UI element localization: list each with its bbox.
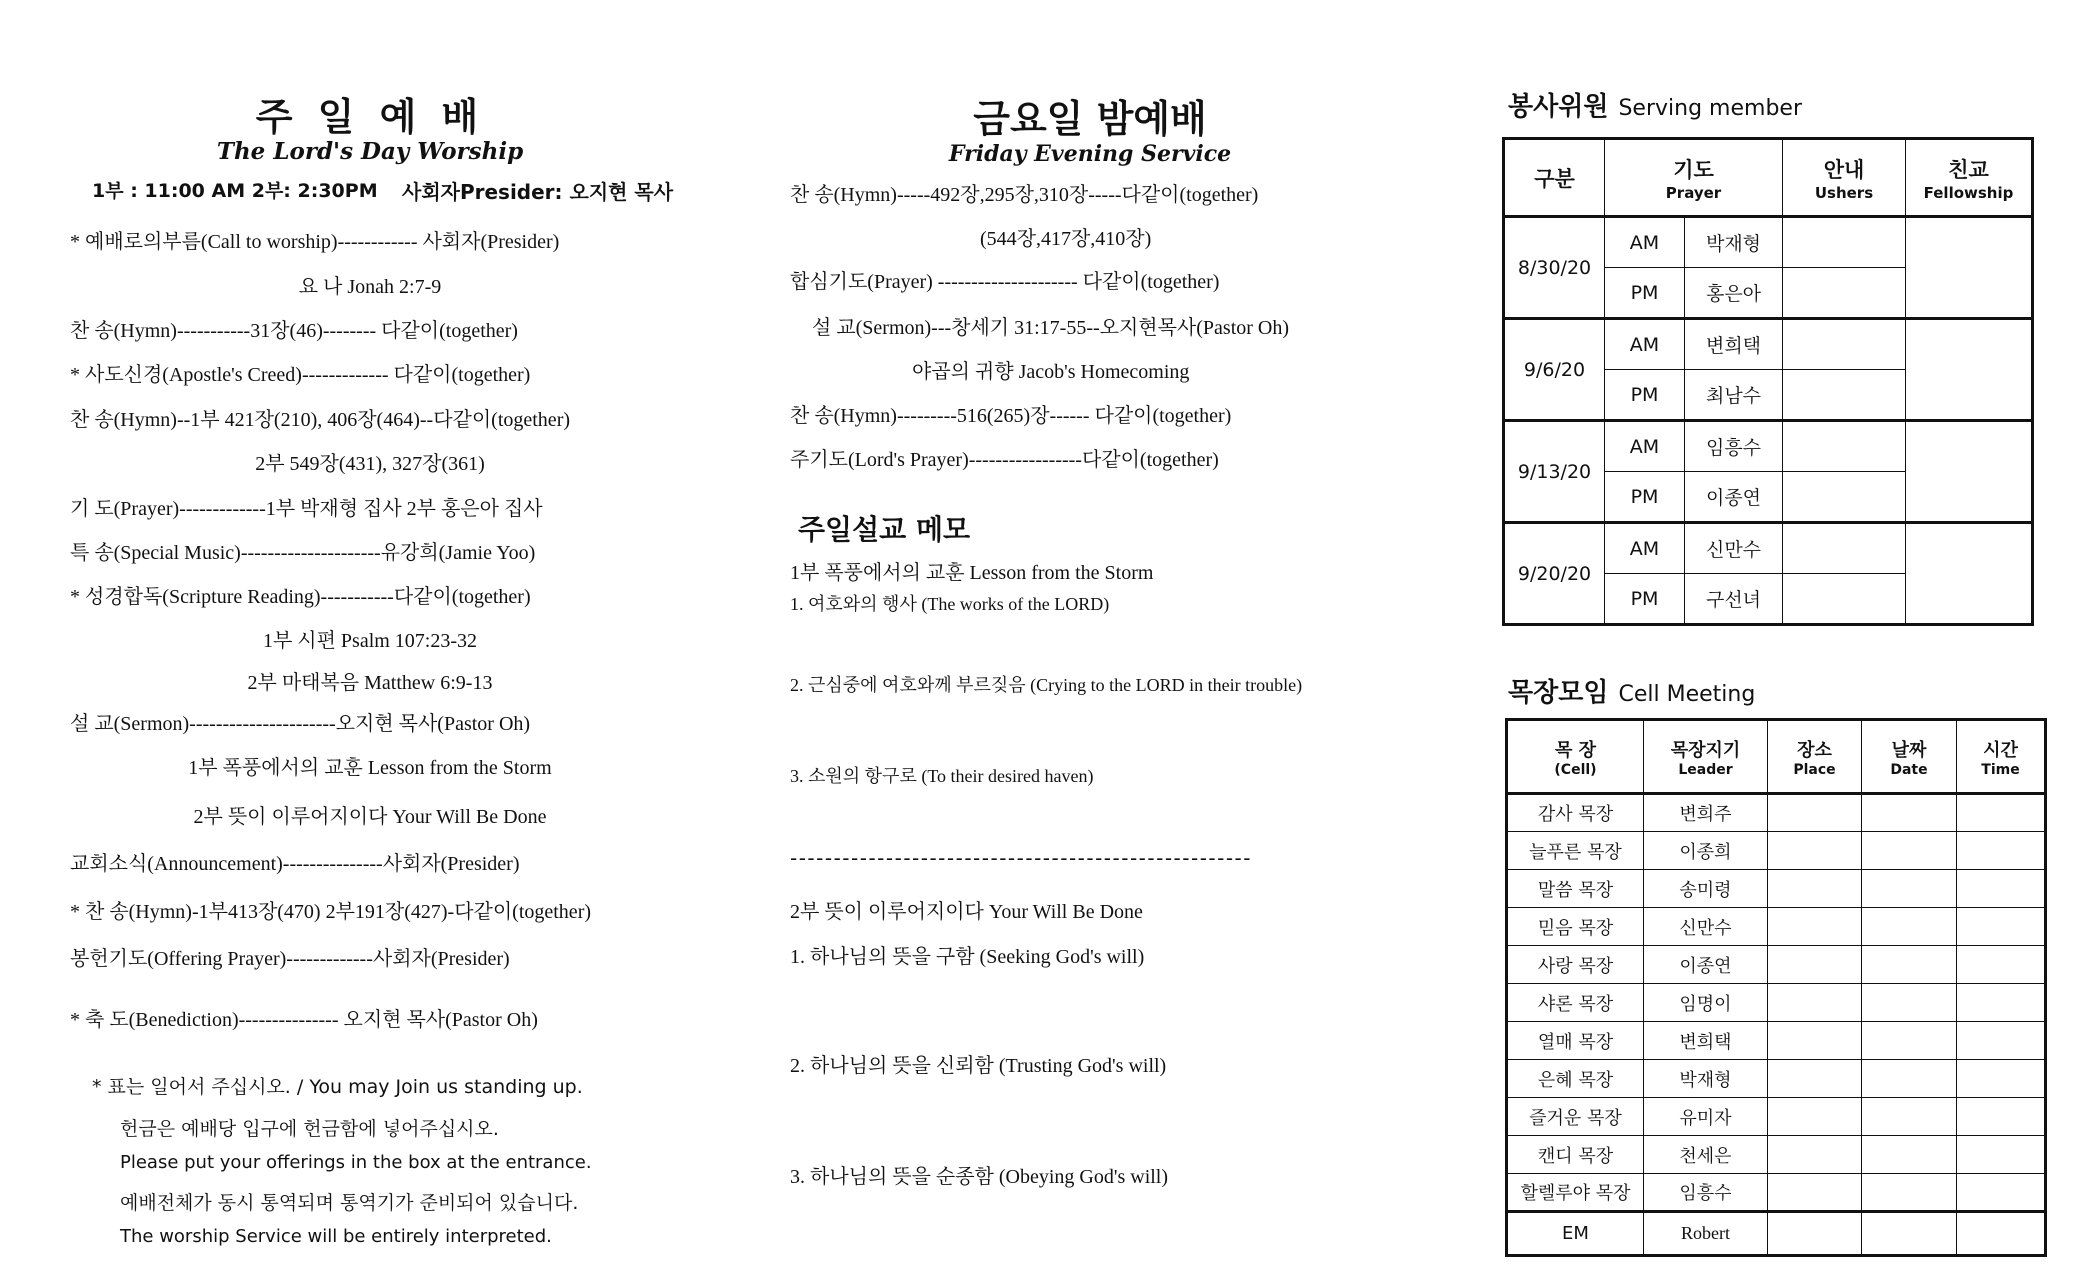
cell-leader: 박재형	[1644, 1060, 1768, 1098]
prayer-name: 신만수	[1685, 523, 1783, 574]
memo-item: 2. 근심중에 여호와께 부르짖음 (Crying to the LORD in their trouble)	[790, 675, 1303, 695]
cell-leader: 임명이	[1644, 984, 1768, 1022]
session-label: AM	[1605, 217, 1685, 268]
ushers-cell	[1783, 472, 1906, 523]
cell-leader: Robert	[1644, 1212, 1768, 1256]
header-fellowship: 친교 Fellowship	[1906, 139, 2033, 217]
table-row	[1507, 1212, 2046, 1256]
ushers-cell	[1783, 319, 1906, 370]
table-row	[1504, 421, 2033, 472]
memo-item: 3. 하나님의 뜻을 순종함 (Obeying God's will)	[790, 1166, 1169, 1188]
fellowship-cell	[1906, 523, 2033, 625]
friday-line: 주기도(Lord's Prayer)-----------------다같이(together)	[790, 449, 1219, 471]
friday-line: 찬 송(Hymn)-----492장,295장,310장-----다같이(together)	[790, 184, 1259, 206]
memo-part2-title: 2부 뜻이 이루어지이다 Your Will Be Done	[790, 901, 1143, 923]
prayer-name: 변희택	[1685, 319, 1783, 370]
cell-name: 믿음 목장	[1507, 908, 1644, 946]
friday-title: 금요일 밤예배	[973, 97, 1207, 141]
fellowship-cell	[1906, 319, 2033, 421]
memo-title: 주일설교 메모	[798, 513, 971, 546]
cell-header-row	[1507, 720, 2046, 794]
prayer-name: 홍은아	[1685, 268, 1783, 319]
serving-title-en: Serving member	[1618, 96, 1802, 121]
cell-name: 샤론 목장	[1507, 984, 1644, 1022]
order-line: 설 교(Sermon)----------------------오지현 목사(Pastor Oh)	[70, 713, 531, 735]
prayer-name: 구선녀	[1685, 574, 1783, 625]
session-label: PM	[1605, 574, 1685, 625]
cell-name: 감사 목장	[1507, 794, 1644, 832]
cell-name: 늘푸른 목장	[1507, 832, 1644, 870]
table-row	[1504, 217, 2033, 268]
header-time: 시간 Time	[1957, 720, 2046, 794]
cell-name: 사랑 목장	[1507, 946, 1644, 984]
table-row	[1507, 946, 2046, 984]
table-row	[1504, 319, 2033, 370]
cell-name: 은혜 목장	[1507, 1060, 1644, 1098]
cell-leader: 변희주	[1644, 794, 1768, 832]
cell-leader: 변희택	[1644, 1022, 1768, 1060]
prayer-name: 최남수	[1685, 370, 1783, 421]
cell-leader: 신만수	[1644, 908, 1768, 946]
friday-line: 설 교(Sermon)---창세기 31:17-55--오지현목사(Pastor Oh)	[812, 317, 1290, 339]
ushers-cell	[1783, 574, 1906, 625]
session-label: AM	[1605, 421, 1685, 472]
order-line: 2부 뜻이 이루어지이다 Your Will Be Done	[193, 806, 547, 828]
header-category: 구분	[1504, 139, 1605, 217]
table-row	[1507, 1022, 2046, 1060]
session-label: PM	[1605, 472, 1685, 523]
cell-leader: 유미자	[1644, 1098, 1768, 1136]
ushers-cell	[1783, 268, 1906, 319]
ushers-cell	[1783, 370, 1906, 421]
table-row	[1504, 523, 2033, 574]
cell-leader: 천세은	[1644, 1136, 1768, 1174]
order-line: 찬 송(Hymn)--1부 421장(210), 406장(464)--다같이(together)	[70, 409, 571, 431]
table-row	[1507, 870, 2046, 908]
serving-title-ko: 봉사위원	[1508, 92, 1609, 122]
cell-table	[1505, 718, 2047, 1257]
serving-date: 9/20/20	[1504, 523, 1605, 625]
friday-line: 합심기도(Prayer) --------------------- 다같이(together)	[790, 271, 1220, 293]
ushers-cell	[1783, 523, 1906, 574]
cell-name: 열매 목장	[1507, 1022, 1644, 1060]
session-label: PM	[1605, 370, 1685, 421]
note-line: The worship Service will be entirely interpreted.	[120, 1226, 552, 1247]
header-leader: 목장지기 Leader	[1644, 720, 1768, 794]
order-line: * 찬 송(Hymn)-1부413장(470) 2부191장(427)-다같이(together)	[70, 901, 592, 923]
cell-name: EM	[1507, 1212, 1644, 1256]
order-line: 요 나 Jonah 2:7-9	[298, 276, 442, 298]
service-times: 1부 : 11:00 AM 2부: 2:30PM	[92, 180, 378, 202]
table-row	[1507, 832, 2046, 870]
memo-item: 3. 소원의 항구로 (To their desired haven)	[790, 766, 1094, 786]
serving-date: 9/6/20	[1504, 319, 1605, 421]
table-row	[1507, 1060, 2046, 1098]
order-line: * 축 도(Benediction)--------------- 오지현 목사(Pastor Oh)	[70, 1009, 538, 1031]
cell-title-en: Cell Meeting	[1618, 682, 1756, 707]
note-line: 헌금은 예배당 입구에 헌금함에 넣어주십시오.	[120, 1118, 499, 1140]
cell-title-ko: 목장모임	[1508, 678, 1609, 708]
order-line: 기 도(Prayer)-------------1부 박재형 집사 2부 홍은아 집사	[70, 498, 543, 520]
table-row	[1507, 794, 2046, 832]
order-line: 특 송(Special Music)---------------------유강희(Jamie Yoo)	[70, 542, 536, 564]
cell-leader: 송미령	[1644, 870, 1768, 908]
ushers-cell	[1783, 421, 1906, 472]
cell-leader: 이종연	[1644, 946, 1768, 984]
serving-header-row	[1504, 139, 2033, 217]
ushers-cell	[1783, 217, 1906, 268]
session-label: AM	[1605, 319, 1685, 370]
cell-name: 즐거운 목장	[1507, 1098, 1644, 1136]
cell-name: 말씀 목장	[1507, 870, 1644, 908]
order-line: 2부 549장(431), 327장(361)	[255, 453, 485, 475]
friday-line: (544장,417장,410장)	[980, 228, 1152, 250]
order-line: 교회소식(Announcement)---------------사회자(Presider)	[70, 853, 520, 875]
fellowship-cell	[1906, 217, 2033, 319]
order-line: 1부 폭풍에서의 교훈 Lesson from the Storm	[188, 757, 552, 779]
order-line: 2부 마태복음 Matthew 6:9-13	[247, 672, 493, 694]
cell-leader: 이종희	[1644, 832, 1768, 870]
serving-table	[1502, 137, 2034, 626]
friday-line: 야곱의 귀향 Jacob's Homecoming	[912, 361, 1190, 383]
header-prayer: 기도 Prayer	[1605, 139, 1783, 217]
memo-item: 1. 여호와의 행사 (The works of the LORD)	[790, 594, 1110, 614]
order-line: 봉헌기도(Offering Prayer)-------------사회자(Presider)	[70, 948, 510, 970]
header-ushers: 안내 Ushers	[1783, 139, 1906, 217]
serving-date: 8/30/20	[1504, 217, 1605, 319]
session-label: PM	[1605, 268, 1685, 319]
order-line: * 예배로의부름(Call to worship)------------ 사회자(Presider)	[70, 231, 560, 253]
memo-item: 2. 하나님의 뜻을 신뢰함 (Trusting God's will)	[790, 1055, 1167, 1077]
cell-name: 할렐루야 목장	[1507, 1174, 1644, 1212]
memo-part1-title: 1부 폭풍에서의 교훈 Lesson from the Storm	[790, 562, 1154, 584]
fellowship-cell	[1906, 421, 2033, 523]
sunday-subtitle: The Lord's Day Worship	[216, 138, 524, 165]
note-line: Please put your offerings in the box at the entrance.	[120, 1152, 592, 1173]
cell-leader: 임흥수	[1644, 1174, 1768, 1212]
prayer-name: 박재형	[1685, 217, 1783, 268]
table-row	[1507, 1098, 2046, 1136]
table-row	[1507, 1174, 2046, 1212]
order-line: * 사도신경(Apostle's Creed)------------- 다같이(together)	[70, 364, 531, 386]
session-label: AM	[1605, 523, 1685, 574]
prayer-name: 임흥수	[1685, 421, 1783, 472]
friday-line: 찬 송(Hymn)---------516(265)장------ 다같이(together)	[790, 405, 1232, 427]
prayer-name: 이종연	[1685, 472, 1783, 523]
header-cell: 목 장 (Cell)	[1507, 720, 1644, 794]
header-date: 날짜 Date	[1862, 720, 1957, 794]
memo-divider: -----------------------------------------------------	[790, 846, 1252, 870]
presider: 사회자Presider: 오지현 목사	[402, 180, 674, 204]
order-line: 찬 송(Hymn)-----------31장(46)-------- 다같이(together)	[70, 320, 518, 342]
cell-heading	[1508, 672, 1755, 709]
note-line: 예배전체가 동시 통역되며 통역기가 준비되어 있습니다.	[120, 1192, 579, 1214]
order-line: 1부 시편 Psalm 107:23-32	[262, 630, 478, 652]
serving-heading	[1508, 86, 1802, 123]
table-row	[1507, 908, 2046, 946]
sunday-title: 주 일 예 배	[255, 95, 485, 139]
order-line: * 성경합독(Scripture Reading)-----------다같이(together)	[70, 586, 531, 608]
note-line: * 표는 일어서 주십시오. / You may Join us standing up.	[92, 1076, 583, 1098]
cell-name: 캔디 목장	[1507, 1136, 1644, 1174]
serving-date: 9/13/20	[1504, 421, 1605, 523]
friday-subtitle: Friday Evening Service	[948, 141, 1232, 167]
memo-item: 1. 하나님의 뜻을 구함 (Seeking God's will)	[790, 946, 1145, 968]
header-place: 장소 Place	[1768, 720, 1862, 794]
table-row	[1507, 984, 2046, 1022]
table-row	[1507, 1136, 2046, 1174]
